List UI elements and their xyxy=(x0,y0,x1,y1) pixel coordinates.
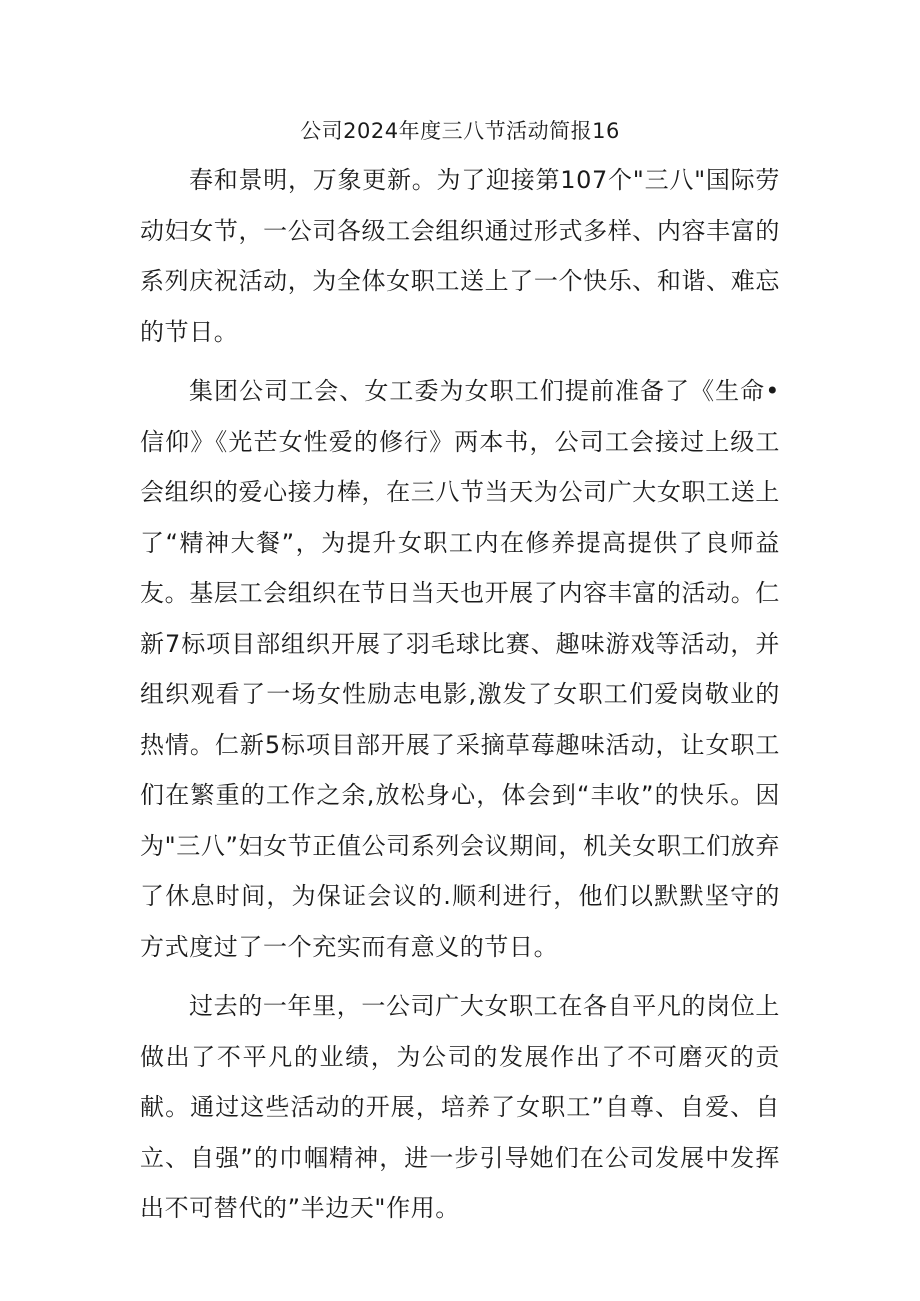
document-body xyxy=(140,155,780,1234)
paragraph-intro: 春和景明，万象更新。为了迎接第107个"三八"国际劳动妇女节，一公司各级工会组织通过形式多样、内容丰富的系列庆祝活动，为全体女职工送上了一个快乐、和谐、难忘的节日。 xyxy=(140,166,780,346)
document-title: 公司2024年度三八节活动简报16 xyxy=(300,119,620,143)
paragraph-summary: 过去的一年里，一公司广大女职工在各自平凡的岗位上做出了不平凡的业绩，为公司的发展作出了不可磨灭的贡献。通过这些活动的开展，培养了女职工”自尊、自爱、自立、自强”的巾帼精神，进一步引导她们在公司发展中发挥出不可替代的”半边天"作用。 xyxy=(140,992,780,1222)
paragraph-activities: 集团公司工会、女工委为女职工们提前准备了《生命•信仰》《光芒女性爱的修行》两本书，公司工会接过上级工会组织的爱心接力棒，在三八节当天为公司广大女职工送上了“精神大餐”，为提升女职工内在修养提高提供了良师益友。基层工会组织在节日当天也开展了内容丰富的活动。仁新7标项目部组织开展了羽毛球比赛、趣味游戏等活动，并组织观看了一场女性励志电影,激发了女职工们爱岗敬业的热情。仁新5标项目部开展了采摘草莓趣味活动，让女职工们在繁重的工作之余,放松身心，体会到“丰收”的快乐。因为"三八”妇女节正值公司系列会议期间，机关女职工们放弃了休息时间，为保证会议的.顺利进行，他们以默默坚守的方式度过了一个充实而有意义的节日。 xyxy=(140,377,780,961)
